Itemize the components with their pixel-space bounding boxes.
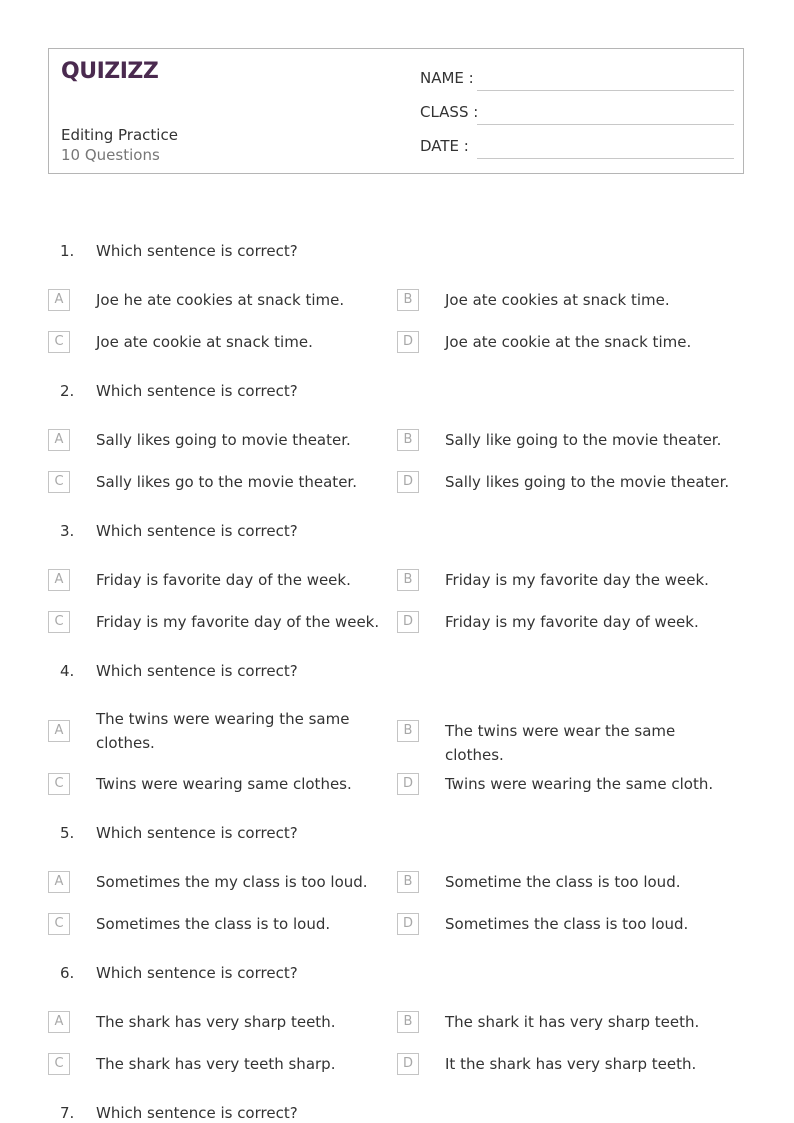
option-letter-box: A — [48, 569, 70, 591]
question-text: Which sentence is correct? — [96, 662, 298, 680]
option-text: The shark has very teeth sharp. — [96, 1055, 336, 1073]
date-line — [477, 158, 734, 159]
question-text: Which sentence is correct? — [96, 522, 298, 540]
option-text: Sometimes the class is to loud. — [96, 915, 331, 933]
question-number: 6. — [60, 964, 75, 982]
question-text: Which sentence is correct? — [96, 382, 298, 400]
option-text: The shark it has very sharp teeth. — [445, 1013, 700, 1031]
question-text: Which sentence is correct? — [96, 1104, 298, 1122]
date-label: DATE : — [420, 137, 469, 155]
option-letter-box: C — [48, 1053, 70, 1075]
question-count: 10 Questions — [61, 146, 160, 164]
worksheet-title: Editing Practice — [61, 126, 178, 144]
date-field — [420, 135, 734, 159]
option-letter-box: B — [397, 429, 419, 451]
worksheet-header — [48, 48, 744, 174]
class-line — [477, 124, 734, 125]
option-text: Sometime the class is too loud. — [445, 873, 681, 891]
option-text: The shark has very sharp teeth. — [96, 1013, 336, 1031]
option-text: It the shark has very sharp teeth. — [445, 1055, 697, 1073]
option-letter-box: D — [397, 331, 419, 353]
option-letter-box: C — [48, 471, 70, 493]
question-number: 1. — [60, 242, 75, 260]
option-letter-box: D — [397, 1053, 419, 1075]
option-letter-box: C — [48, 773, 70, 795]
question-text: Which sentence is correct? — [96, 964, 298, 982]
question-number: 5. — [60, 824, 75, 842]
option-text: Sally likes go to the movie theater. — [96, 473, 357, 491]
option-text: Twins were wearing the same cloth. — [445, 775, 714, 793]
option-letter-box: A — [48, 871, 70, 893]
question-text: Which sentence is correct? — [96, 824, 298, 842]
option-text: Friday is my favorite day of the week. — [96, 613, 380, 631]
option-text: Friday is my favorite day of week. — [445, 613, 699, 631]
question-number: 3. — [60, 522, 75, 540]
option-text: The twins were wearing the same clothes. — [96, 710, 350, 752]
option-letter-box: D — [397, 773, 419, 795]
class-field — [420, 101, 734, 125]
name-label: NAME : — [420, 69, 474, 87]
option-text: Sally likes going to the movie theater. — [445, 473, 730, 491]
option-text: Sometimes the my class is too loud. — [96, 873, 368, 891]
option-letter-box: A — [48, 720, 70, 742]
question-number: 2. — [60, 382, 75, 400]
option-letter-box: B — [397, 569, 419, 591]
name-line — [477, 90, 734, 91]
option-text: The twins were wear the same clothes. — [445, 722, 676, 764]
option-text: Joe ate cookie at the snack time. — [445, 333, 692, 351]
option-letter-box: A — [48, 289, 70, 311]
name-field — [420, 67, 734, 91]
option-text: Sometimes the class is too loud. — [445, 915, 689, 933]
option-text: Sally like going to the movie theater. — [445, 431, 722, 449]
option-letter-box: B — [397, 871, 419, 893]
class-label: CLASS : — [420, 103, 479, 121]
option-letter-box: A — [48, 429, 70, 451]
quizizz-logo: QUIZIZZ — [61, 59, 159, 84]
option-letter-box: B — [397, 289, 419, 311]
option-letter-box: D — [397, 913, 419, 935]
question-text: Which sentence is correct? — [96, 242, 298, 260]
option-text: Twins were wearing same clothes. — [96, 775, 352, 793]
option-text: Joe ate cookie at snack time. — [96, 333, 313, 351]
option-text: Sally likes going to movie theater. — [96, 431, 351, 449]
option-letter-box: B — [397, 720, 419, 742]
option-letter-box: B — [397, 1011, 419, 1033]
option-text: Joe ate cookies at snack time. — [445, 291, 670, 309]
question-number: 4. — [60, 662, 75, 680]
option-text: Friday is favorite day of the week. — [96, 571, 351, 589]
option-letter-box: C — [48, 611, 70, 633]
option-text: Joe he ate cookies at snack time. — [96, 291, 345, 309]
option-letter-box: A — [48, 1011, 70, 1033]
option-text: Friday is my favorite day the week. — [445, 571, 709, 589]
option-letter-box: C — [48, 913, 70, 935]
option-letter-box: D — [397, 471, 419, 493]
question-number: 7. — [60, 1104, 75, 1122]
option-letter-box: C — [48, 331, 70, 353]
option-letter-box: D — [397, 611, 419, 633]
